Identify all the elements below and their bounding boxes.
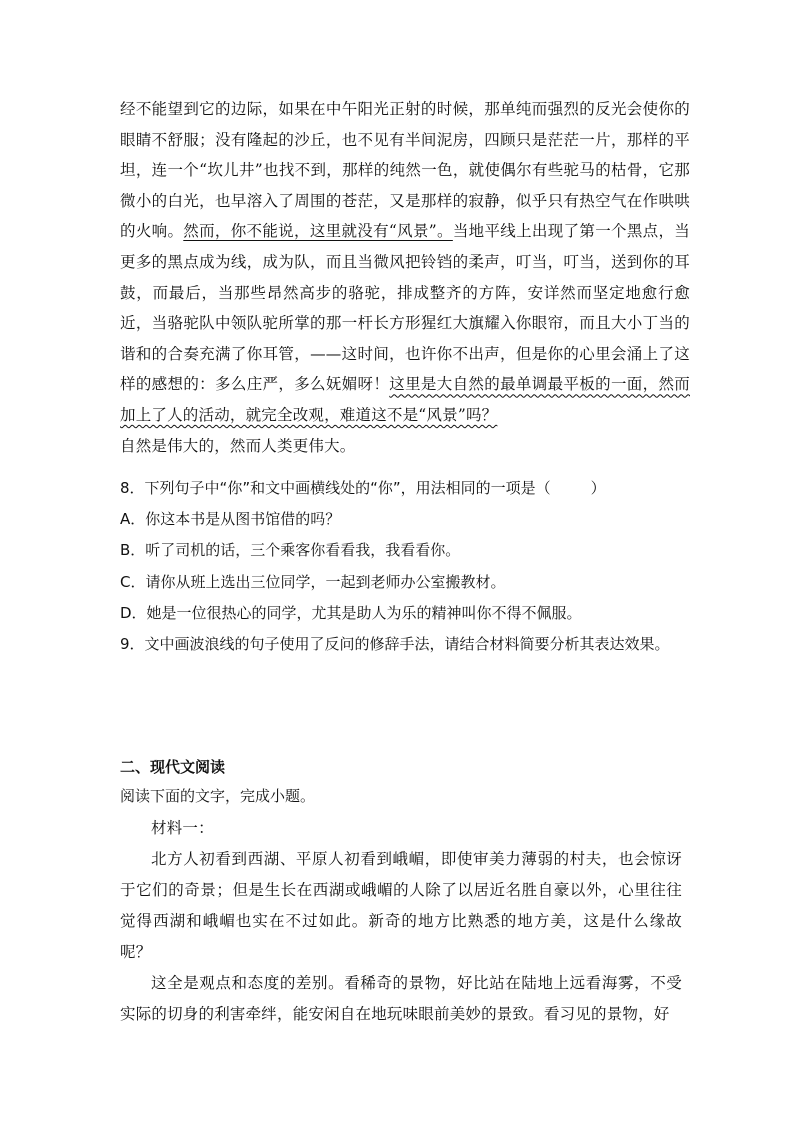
wavy-underlined-sentence: 这里是大自然的最单调最平板的一面，然而加上了人的活动，就完全改观，难道这不是“风景”吗？ bbox=[120, 375, 690, 424]
underlined-sentence: 然而，你不能说，这里就没有“风景”。 bbox=[183, 222, 453, 241]
questions-block bbox=[120, 473, 690, 660]
section-modern-reading bbox=[120, 753, 690, 812]
material-paragraph: 这全是观点和态度的差别。看稀奇的景物，好比站在陆地上远看海雾，不受实际的切身的利害牵绊，能安闲自在地玩味眼前美妙的景致。看习见的景物，好 bbox=[120, 974, 682, 1023]
material-one bbox=[120, 813, 682, 1030]
passage-conclusion: 自然是伟大的，然而人类更伟大。 bbox=[120, 436, 356, 455]
section-intro: 阅读下面的文字，完成小题。 bbox=[120, 787, 316, 805]
option-c: C．请你从班上选出三位同学，一起到老师办公室搬教材。 bbox=[120, 572, 506, 591]
question-8-close: ） bbox=[590, 479, 606, 497]
passage-text: 经不能望到它的边际，如果在中午阳光正射的时候，那单纯而强烈的反光会使你的眼睛不舒服；没有隆起的沙丘，也不见有半间泥房，四顾只是茫茫一片，那样的平坦，连一个“坎儿井”也找不到，那样的纯然一色，就使偶尔有些驼马的枯骨，它那微小的白光，也早溶入了周围的苍茫，又是那样的寂静，似乎只有热空气在作哄哄的火响。 bbox=[120, 100, 690, 241]
passage-paragraph bbox=[120, 94, 690, 431]
material-paragraph: 北方人初看到西湖、平原人初看到峨嵋，即使审美力薄弱的村夫，也会惊讶于它们的奇景；但是生长在西湖或峨嵋的人除了以居近名胜自豪以外，心里往往觉得西湖和峨嵋也实在不过如此。新奇的地方比熟悉的地方美，这是什么缘故呢？ bbox=[120, 850, 682, 961]
reading-passage bbox=[120, 94, 690, 461]
option-b: B．听了司机的话，三个乘客你看看我，我看看你。 bbox=[120, 541, 461, 560]
section-heading: 二、现代文阅读 bbox=[120, 758, 226, 776]
option-a: A．你这本书是从图书馆借的吗？ bbox=[120, 510, 341, 529]
question-8 bbox=[120, 473, 690, 504]
question-9: 9．文中画波浪线的句子使用了反问的修辞手法，请结合材料简要分析其表达效果。 bbox=[120, 635, 670, 654]
material-label: 材料一： bbox=[151, 819, 214, 837]
question-8-text: 8．下列句子中“你”和文中画横线处的“你”，用法相同的一项是（ bbox=[120, 479, 551, 497]
passage-text: 当地平线上出现了第一个黑点，当更多的黑点成为线，成为队，而且当微风把铃铛的柔声，叮当，叮当，送到你的耳鼓，而最后，当那些昂然高步的骆驼，排成整齐的方阵，安详然而坚定地愈行愈近，当骆驼队中领队驼所掌的那一杆长方形猩红大旗耀入你眼帘，而且大小丁当的谐和的合奏充满了你耳管，——这时间，也许你不出声，但是你的心里会涌上了这样的感想的：多么庄严，多么妩媚呀！ bbox=[120, 222, 690, 394]
option-d: D．她是一位很热心的同学，尤其是助人为乐的精神叫你不得不佩服。 bbox=[120, 603, 582, 622]
